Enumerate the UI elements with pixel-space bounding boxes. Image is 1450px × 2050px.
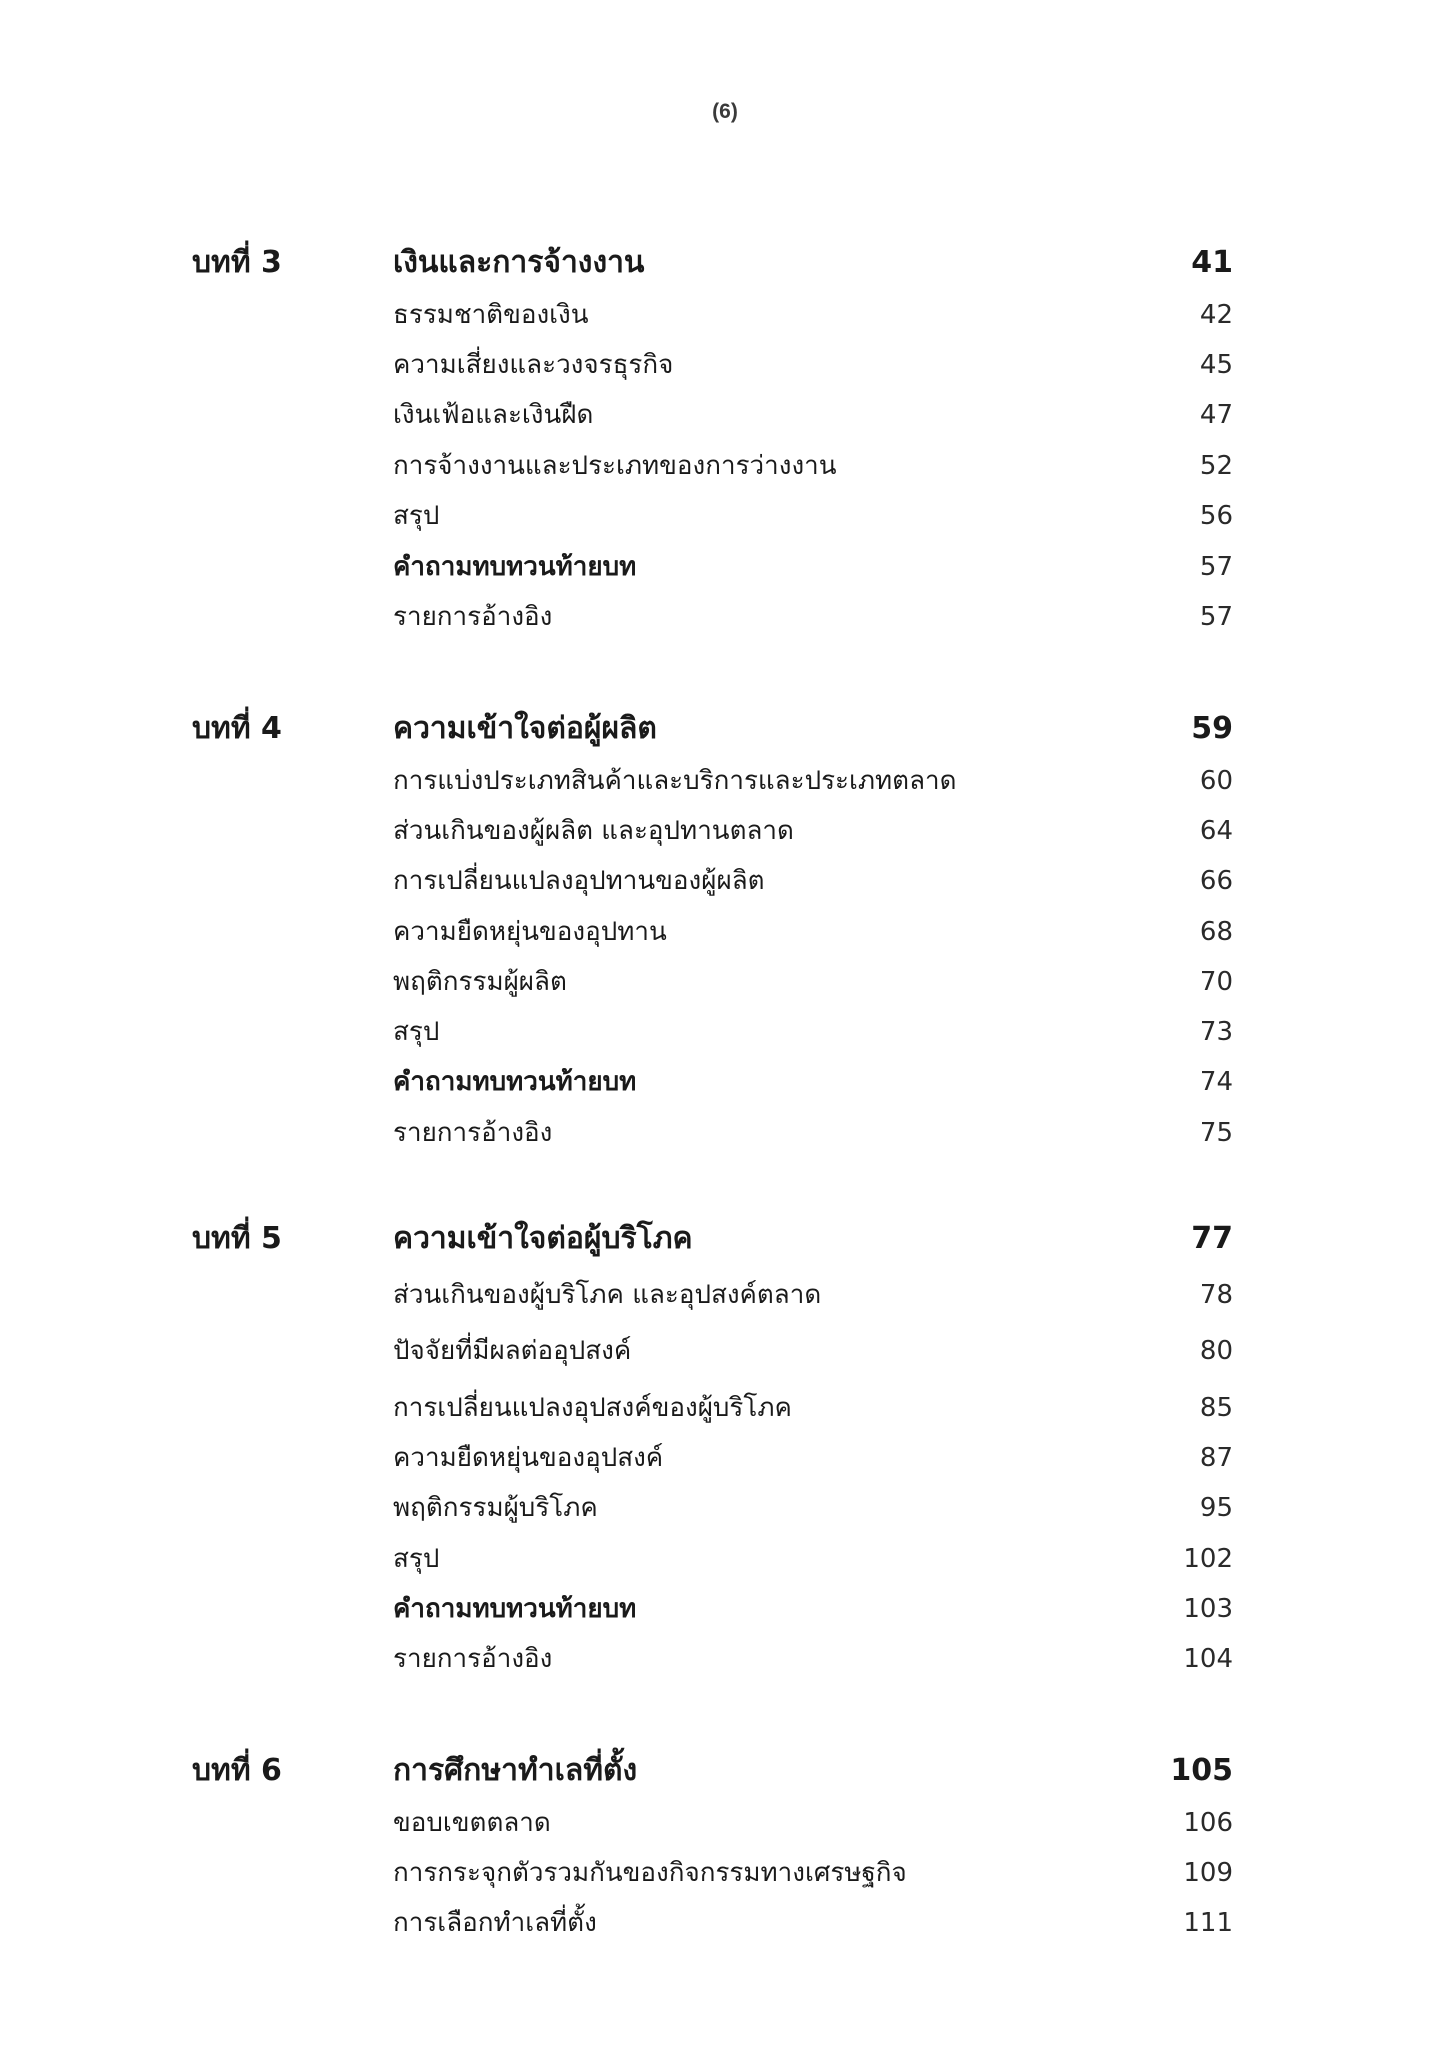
toc-entry — [0, 759, 1450, 803]
entry-page: 103 — [1183, 1594, 1233, 1624]
chapter-title: ความเข้าใจต่อผู้บริโภค — [393, 1221, 693, 1256]
entry-page: 64 — [1199, 816, 1233, 846]
toc-entry — [0, 1111, 1450, 1155]
toc-entry — [0, 1851, 1450, 1895]
toc-entry — [0, 343, 1450, 387]
toc-entry — [0, 545, 1450, 589]
toc-entry — [0, 1537, 1450, 1581]
entry-title: รายการอ้างอิง — [393, 1644, 553, 1674]
entry-title: การจ้างงานและประเภทของการว่างงาน — [393, 451, 837, 481]
chapter-label: บทที่ 4 — [192, 711, 282, 746]
toc-entry — [0, 960, 1450, 1004]
toc-entry — [0, 1060, 1450, 1104]
toc-entry — [0, 1436, 1450, 1480]
entry-title: เงินเฟ้อและเงินฝืด — [393, 400, 594, 430]
entry-page: 95 — [1199, 1493, 1233, 1523]
entry-page: 85 — [1199, 1393, 1233, 1423]
chapter-label: บทที่ 3 — [192, 245, 282, 280]
entry-page: 45 — [1199, 350, 1233, 380]
toc-entry — [0, 595, 1450, 639]
toc-entry — [0, 1801, 1450, 1845]
entry-title: ปัจจัยที่มีผลต่ออุปสงค์ — [393, 1336, 632, 1366]
entry-title: สรุป — [393, 501, 440, 531]
entry-title: ส่วนเกินของผู้บริโภค และอุปสงค์ตลาด — [393, 1280, 822, 1310]
toc-entry — [0, 1010, 1450, 1054]
entry-title: การเปลี่ยนแปลงอุปสงค์ของผู้บริโภค — [393, 1393, 792, 1423]
toc-entry — [0, 859, 1450, 903]
entry-page: 70 — [1199, 967, 1233, 997]
entry-page: 66 — [1199, 866, 1233, 896]
entry-page: 56 — [1199, 501, 1233, 531]
entry-title: รายการอ้างอิง — [393, 1118, 553, 1148]
toc-entry — [0, 293, 1450, 337]
entry-page: 74 — [1199, 1067, 1233, 1097]
toc-entry — [0, 1637, 1450, 1681]
entry-page: 73 — [1199, 1017, 1233, 1047]
entry-title: การเลือกทำเลที่ตั้ง — [393, 1908, 597, 1938]
entry-page: 68 — [1199, 917, 1233, 947]
entry-title: คำถามทบทวนท้ายบท — [393, 1594, 637, 1624]
entry-page: 52 — [1199, 451, 1233, 481]
entry-title: พฤติกรรมผู้บริโภค — [393, 1493, 598, 1523]
chapter-title: ความเข้าใจต่อผู้ผลิต — [393, 711, 657, 746]
chapter-heading-5 — [0, 1217, 1450, 1261]
entry-page: 42 — [1199, 300, 1233, 330]
entry-title: ขอบเขตตลาด — [393, 1808, 551, 1838]
entry-page: 57 — [1199, 602, 1233, 632]
entry-page: 87 — [1199, 1443, 1233, 1473]
entry-title: การแบ่งประเภทสินค้าและบริการและประเภทตลาด — [393, 766, 957, 796]
chapter-page: 77 — [1191, 1221, 1233, 1256]
toc-entry — [0, 1329, 1450, 1373]
page-number: (6) — [712, 100, 738, 123]
toc-entry — [0, 910, 1450, 954]
entry-title: ธรรมชาติของเงิน — [393, 300, 589, 330]
entry-page: 57 — [1199, 552, 1233, 582]
toc-entry — [0, 1901, 1450, 1945]
toc-entry — [0, 1587, 1450, 1631]
entry-page: 104 — [1183, 1644, 1233, 1674]
toc-entry — [0, 1273, 1450, 1317]
entry-page: 47 — [1199, 400, 1233, 430]
chapter-page: 41 — [1191, 245, 1233, 280]
entry-title: ความเสี่ยงและวงจรธุรกิจ — [393, 350, 674, 380]
toc-entry — [0, 494, 1450, 538]
entry-title: คำถามทบทวนท้ายบท — [393, 1067, 637, 1097]
chapter-label: บทที่ 6 — [192, 1753, 282, 1788]
entry-page: 78 — [1199, 1280, 1233, 1310]
entry-title: สรุป — [393, 1544, 440, 1574]
entry-title: ความยืดหยุ่นของอุปทาน — [393, 917, 667, 947]
chapter-page: 59 — [1191, 711, 1233, 746]
entry-title: คำถามทบทวนท้ายบท — [393, 552, 637, 582]
toc-entry — [0, 1386, 1450, 1430]
entry-page: 80 — [1199, 1336, 1233, 1366]
toc-entry — [0, 393, 1450, 437]
toc-entry — [0, 1486, 1450, 1530]
entry-title: การเปลี่ยนแปลงอุปทานของผู้ผลิต — [393, 866, 765, 896]
toc-entry — [0, 444, 1450, 488]
entry-title: การกระจุกตัวรวมกันของกิจกรรมทางเศรษฐกิจ — [393, 1858, 907, 1888]
entry-page: 111 — [1183, 1908, 1233, 1938]
chapter-page: 105 — [1170, 1753, 1233, 1788]
toc-entry — [0, 809, 1450, 853]
entry-page: 75 — [1199, 1118, 1233, 1148]
entry-title: ความยืดหยุ่นของอุปสงค์ — [393, 1443, 664, 1473]
chapter-title: เงินและการจ้างงาน — [393, 245, 645, 280]
chapter-heading-6 — [0, 1749, 1450, 1793]
entry-title: ส่วนเกินของผู้ผลิต และอุปทานตลาด — [393, 816, 794, 846]
chapter-title: การศึกษาทำเลที่ตั้ง — [393, 1753, 638, 1788]
entry-page: 106 — [1183, 1808, 1233, 1838]
entry-title: รายการอ้างอิง — [393, 602, 553, 632]
chapter-heading-4 — [0, 707, 1450, 751]
chapter-heading-3 — [0, 241, 1450, 285]
entry-title: สรุป — [393, 1017, 440, 1047]
entry-page: 109 — [1183, 1858, 1233, 1888]
entry-page: 102 — [1183, 1544, 1233, 1574]
entry-page: 60 — [1199, 766, 1233, 796]
chapter-label: บทที่ 5 — [192, 1221, 282, 1256]
entry-title: พฤติกรรมผู้ผลิต — [393, 967, 567, 997]
